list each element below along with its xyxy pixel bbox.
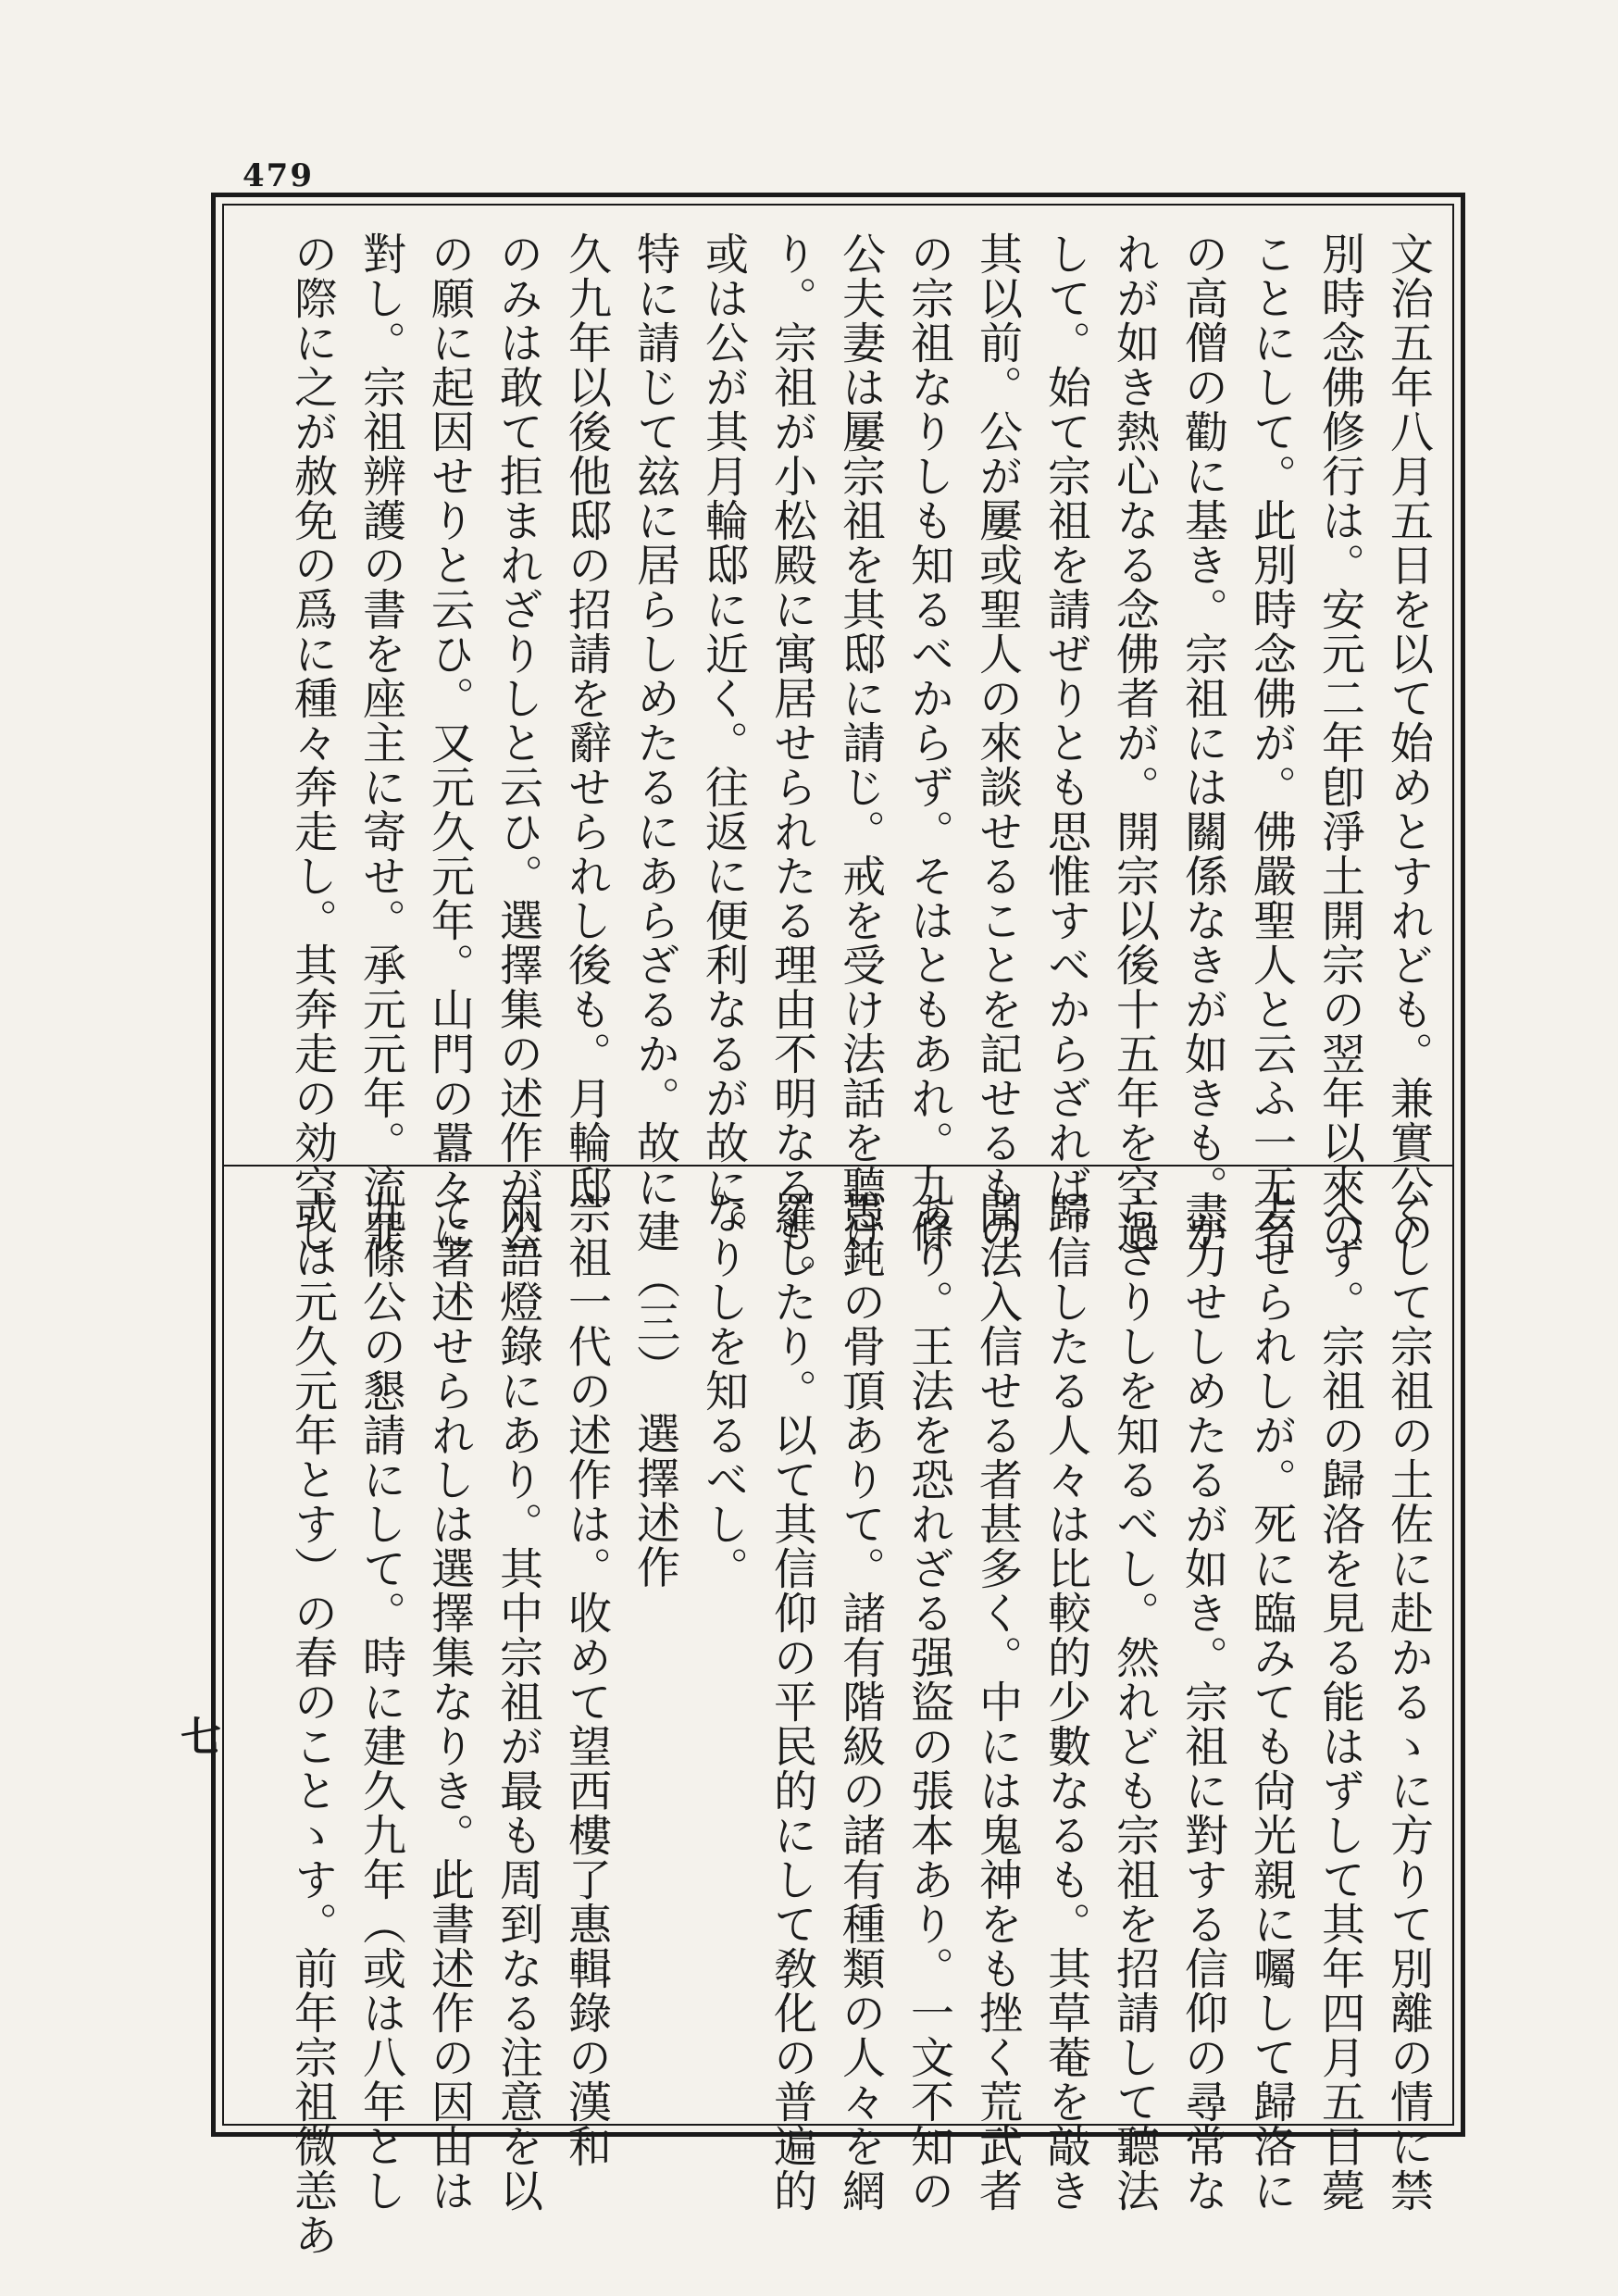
text-column: 九條公の懇請にして。時に建久九年（或は八年とし [355,1191,406,2213]
text-column: 特に請じて玆に居らしめたるにあらざるか。故に建 [629,231,680,1254]
top-text-block [278,231,1442,1298]
margin-mark: 七 [180,1714,221,1761]
text-column: 或は公が其月輪邸に近く。往返に便利なるが故に。 [698,231,749,1254]
text-column: なりしを知るべし。 [698,1191,749,1591]
text-column: くして宗祖の土佐に赴かるゝに方りて別離の情に禁 [1383,1191,1434,2213]
text-column: れが如き熱心なる念佛者が。開宗以後十五年を空過 [1109,231,1160,1254]
text-column: 或は元久元年とす）の春のことゝす。前年宗祖微恙あ [287,1191,338,2257]
text-column: り。宗祖が小松殿に寓居せられたる理由不明なるも。 [766,231,817,1298]
text-column: て著述せられしは選擇集なりき。此書述作の因由は [424,1191,475,2213]
text-column: 歸信したる人々は比較的少數なるも。其草菴を敲き [1040,1191,1091,2213]
text-column: らざりしを知るべし。然れども宗祖を招請して聽法 [1109,1191,1160,2213]
text-column: の際に之が赦免の爲に種々奔走し。其奔走の効空し [287,231,338,1254]
page-number: 479 [243,157,314,194]
text-column: して。始て宗祖を請ぜりとも思惟すべからざれば。 [1040,231,1091,1254]
section-heading: （三） 選擇述作 [629,1255,680,1590]
text-column: 久九年以後他邸の招請を辭せられし後も。月輪邸 [561,231,612,1209]
text-column: へず。宗祖の歸洛を見る能はずして其年四月五日薨 [1314,1191,1365,2213]
text-column: のみは敢て拒まれざりしと云ひ。選擇集の述作が公 [492,231,543,1254]
text-column: 去せられしが。死に臨みても尙光親に囑して歸洛に [1246,1191,1297,2213]
text-column: 別時念佛修行は。安元二年卽淨土開宗の翌年以來の [1314,231,1365,1254]
text-column: 盡力せしめたるが如き。宗祖に對する信仰の尋常な [1177,1191,1228,2213]
text-column: 羅したり。以て其信仰の平民的にして敎化の普遍的 [766,1191,817,2213]
text-column: 公夫妻は屢宗祖を其邸に請じ。戒を受け法話を聽け [835,231,886,1254]
text-column: の高僧の勸に基き。宗祖には關係なきが如きも。か [1177,231,1228,1254]
text-column: の願に起因せりと云ひ。又元久元年。山門の囂々に [424,231,475,1254]
text-column: ことにして。此別時念佛が。佛嚴聖人と云ふ一无名 [1246,231,1297,1254]
text-column: の宗祖なりしも知るべからず。そはともあれ。九條 [903,231,954,1254]
text-column: 愚鈍の骨頂ありて。諸有階級の諸有種類の人々を網 [835,1191,886,2213]
text-column: 其以前。公が屢或聖人の來談せることを記せるもの [972,231,1023,1254]
text-column: 聞法入信せる者甚多く。中には鬼神をも挫く荒武者 [972,1191,1023,2213]
bottom-text-block [278,1191,1442,2257]
text-column: 對し。宗祖辨護の書を座主に寄せ。承元元年。流罪 [355,231,406,1254]
text-column: 宗祖一代の述作は。收めて望西樓了惠輯錄の漢和 [561,1191,612,2168]
text-column: 兩語燈錄にあり。其中宗祖が最も周到なる注意を以 [492,1191,543,2213]
text-column: 文治五年八月五日を以て始めとすれども。兼實公の [1383,231,1434,1254]
text-column: あり。王法を恐れざる强盜の張本あり。一文不知の [903,1191,954,2213]
